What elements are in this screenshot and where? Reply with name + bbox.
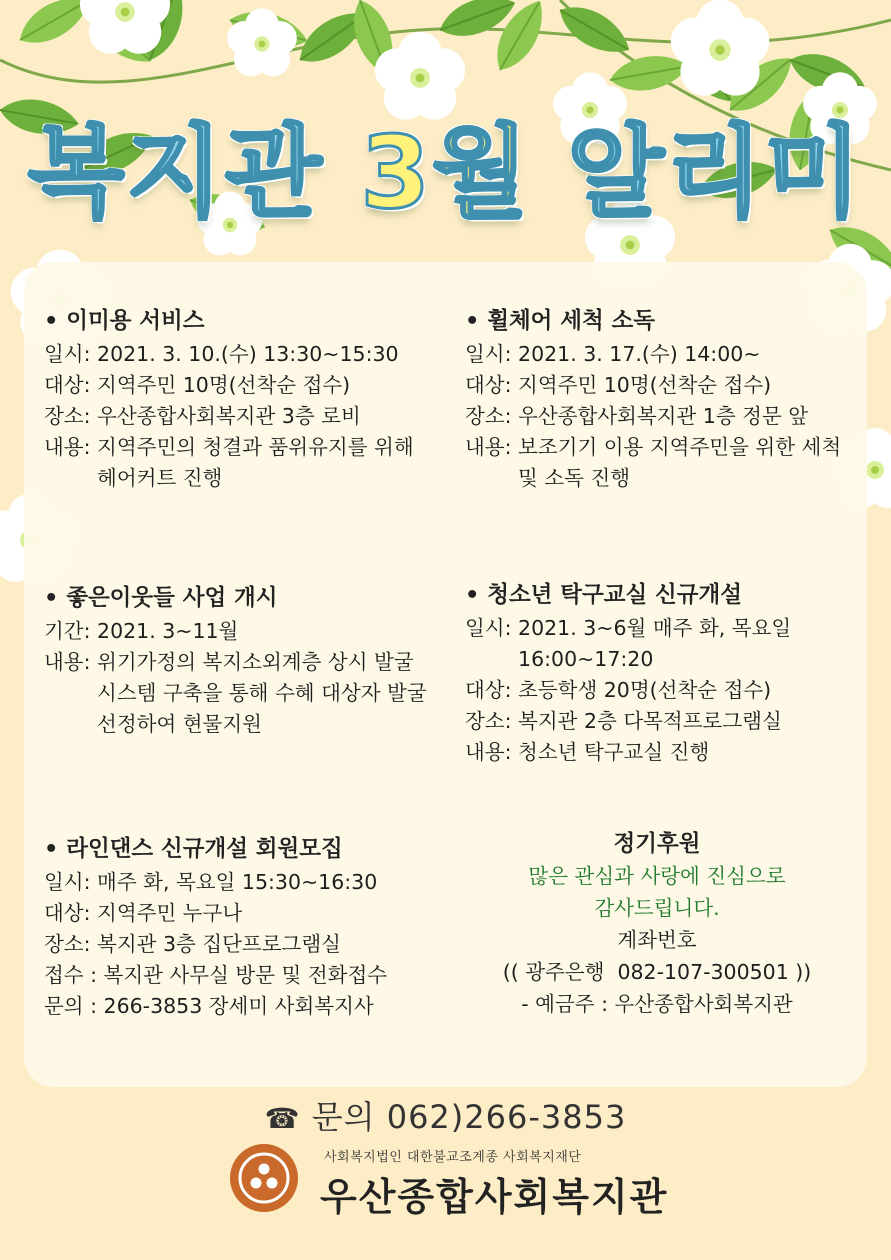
section-heading: • 휠체어 세척 소독 — [465, 308, 656, 334]
section-row: 장소: 우산종합사회복지관 3층 로비 — [44, 404, 361, 428]
donation-heading: 정기후원 — [613, 831, 701, 857]
section-row: 일시: 2021. 3. 10.(수) 13:30~15:30 — [44, 342, 399, 366]
section-row: 대상: 지역주민 누구나 — [44, 901, 243, 925]
section-row: 문의 : 266-3853 장세미 사회복지사 — [44, 994, 374, 1018]
section-line-dance — [44, 834, 454, 1022]
section-row: 대상: 초등학생 20명(선착순 접수) — [465, 678, 772, 702]
section-row: 일시: 매주 화, 목요일 15:30~16:30 — [44, 870, 378, 894]
contact-text: 문의 062)266-3853 — [311, 1098, 627, 1136]
donation-thanks: 많은 관심과 사랑에 진심으로 — [528, 864, 786, 888]
section-good-neighbors — [44, 583, 439, 740]
section-row: 장소: 우산종합사회복지관 1층 정문 앞 — [465, 404, 809, 428]
contact-line — [0, 1092, 891, 1138]
organization-logo — [228, 1142, 668, 1222]
donation-thanks: 감사드립니다. — [594, 896, 720, 920]
phone-icon: ☎ — [264, 1102, 301, 1135]
parent-foundation: 사회복지법인 대한불교조계종 사회복지재단 — [324, 1150, 582, 1165]
account-number: (( 광주은행 082-107-300501 )) — [502, 960, 812, 984]
section-heading: • 좋은이웃들 사업 개시 — [44, 585, 278, 611]
title-highlight-month: 3월 — [360, 114, 531, 231]
section-heading: • 청소년 탁구교실 신규개설 — [465, 582, 742, 608]
section-row: 내용: 보조기기 이용 지역주민을 위한 세척 및 소독 진행 — [465, 435, 842, 490]
section-table-tennis — [465, 580, 850, 768]
section-row: 일시: 2021. 3~6월 매주 화, 목요일 16:00~17:20 — [465, 616, 792, 671]
section-row: 대상: 지역주민 10명(선착순 접수) — [44, 373, 351, 397]
donation-info — [452, 828, 862, 1020]
section-row: 기간: 2021. 3~11월 — [44, 619, 239, 643]
section-row: 내용: 지역주민의 청결과 품위유지를 위해 헤어커트 진행 — [44, 435, 414, 490]
section-heading: • 라인댄스 신규개설 회원모집 — [44, 836, 343, 862]
page-title: 복지관 3월 알리미 — [27, 114, 864, 231]
logo-mark-icon — [228, 1142, 300, 1214]
section-row: 일시: 2021. 3. 17.(수) 14:00~ — [465, 342, 761, 366]
section-heading: • 이미용 서비스 — [44, 308, 205, 334]
section-row: 접수 : 복지관 사무실 방문 및 전화접수 — [44, 963, 388, 987]
account-holder: - 예금주 : 우산종합사회복지관 — [521, 992, 793, 1016]
section-wheelchair-cleaning — [465, 306, 850, 494]
section-row: 내용: 청소년 탁구교실 진행 — [465, 740, 710, 764]
section-row: 장소: 복지관 3층 집단프로그램실 — [44, 932, 341, 956]
section-hair-service — [44, 306, 439, 494]
account-label: 계좌번호 — [617, 928, 697, 952]
organization-name: 우산종합사회복지관 — [320, 1175, 669, 1219]
section-row: 대상: 지역주민 10명(선착순 접수) — [465, 373, 772, 397]
section-row: 내용: 위기가정의 복지소외계층 상시 발굴 시스템 구축을 통해 수혜 대상자 발굴 선정하여 현물지원 — [44, 650, 427, 736]
section-row: 장소: 복지관 2층 다목적프로그램실 — [465, 709, 782, 733]
